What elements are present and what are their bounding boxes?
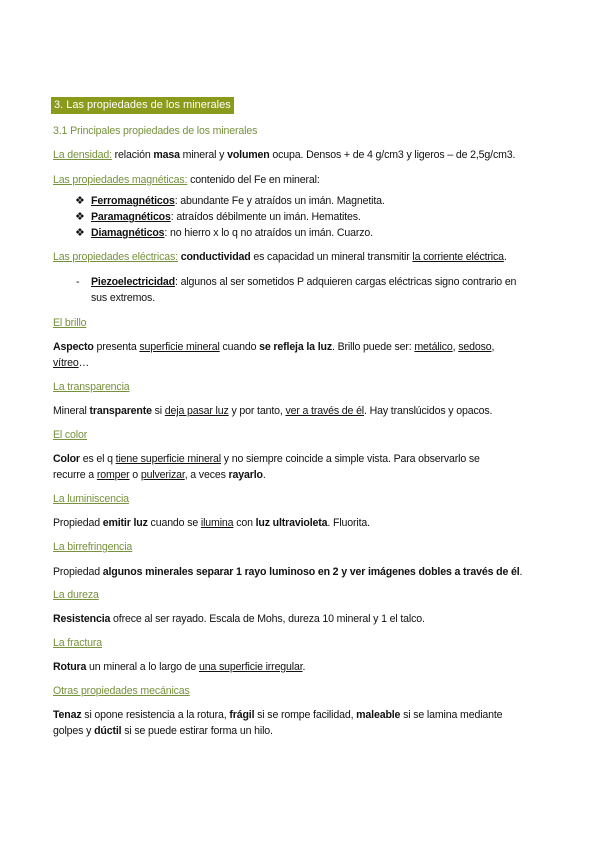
birrefringencia-line: Propiedad algunos minerales separar 1 rayo luminoso en 2 y ver imágenes dobles a través de él. — [53, 566, 523, 578]
electricas-heading: Las propiedades eléctricas: — [53, 251, 178, 263]
color-line-1: Color es el q tiene superficie mineral y no siempre coincide a simple vista. Para observarlo se — [53, 453, 480, 465]
mecanicas-line-2: golpes y dúctil si se puede estirar forma un hilo. — [53, 725, 273, 737]
dureza-line: Resistencia ofrece al ser rayado. Escala de Mohs, dureza 10 mineral y 1 el talco. — [53, 613, 425, 625]
densidad-heading: La densidad: — [53, 149, 112, 161]
list-item: Diamagnéticos: no hierro x lo q no atraídos un imán. Cuarzo. — [91, 227, 373, 239]
transparencia-line: Mineral transparente si deja pasar luz y por tanto, ver a través de él. Hay translúcidos y opacos. — [53, 405, 493, 417]
luminiscencia-heading: La luminiscencia — [53, 493, 129, 505]
bullet-icon: ❖ — [75, 195, 85, 207]
subsection-title: 3.1 Principales propiedades de los minerales — [53, 125, 258, 137]
brillo-line-1: Aspecto presenta superficie mineral cuando se refleja la luz. Brillo puede ser: metálico, sedoso, — [53, 341, 495, 353]
fractura-line: Rotura un mineral a lo largo de una superficie irregular. — [53, 661, 306, 673]
color-line-2: recurre a romper o pulverizar, a veces rayarlo. — [53, 469, 266, 481]
mecanicas-line-1: Tenaz si opone resistencia a la rotura, frágil si se rompe facilidad, maleable si se lamina mediante — [53, 709, 503, 721]
dash-bullet: - — [76, 276, 80, 288]
mecanicas-heading: Otras propiedades mecánicas — [53, 685, 190, 697]
color-heading: El color — [53, 429, 88, 441]
list-item: Ferromagnéticos: abundante Fe y atraídos un imán. Magnetita. — [91, 195, 385, 207]
luminiscencia-line: Propiedad emitir luz cuando se ilumina con luz ultravioleta. Fluorita. — [53, 517, 370, 529]
piezo-line-1: Piezoelectricidad: algunos al ser sometidos P adquieren cargas eléctricas signo contrario en — [91, 276, 517, 288]
electricas-paragraph: Las propiedades eléctricas: conductividad es capacidad un mineral transmitir la corriente eléctrica. — [53, 251, 507, 263]
birrefringencia-heading: La birrefringencia — [53, 541, 133, 553]
fractura-heading: La fractura — [53, 637, 102, 649]
transparencia-heading: La transparencia — [53, 381, 130, 393]
section-title: 3. Las propiedades de los minerales — [51, 97, 234, 114]
bullet-icon: ❖ — [75, 227, 85, 239]
magneticas-heading: Las propiedades magnéticas: — [53, 174, 188, 186]
densidad-paragraph: La densidad: relación masa mineral y volumen ocupa. Densos + de 4 g/cm3 y ligeros – de 2,5g/cm3. — [53, 149, 516, 161]
brillo-heading: El brillo — [53, 317, 87, 329]
magneticas-paragraph: Las propiedades magnéticas: contenido del Fe en mineral: — [53, 174, 320, 186]
bullet-icon: ❖ — [75, 211, 85, 223]
piezo-line-2: sus extremos. — [91, 292, 155, 304]
brillo-line-2: vítreo… — [53, 357, 90, 369]
list-item: Paramagnéticos: atraídos débilmente un imán. Hematites. — [91, 211, 361, 223]
dureza-heading: La dureza — [53, 589, 99, 601]
